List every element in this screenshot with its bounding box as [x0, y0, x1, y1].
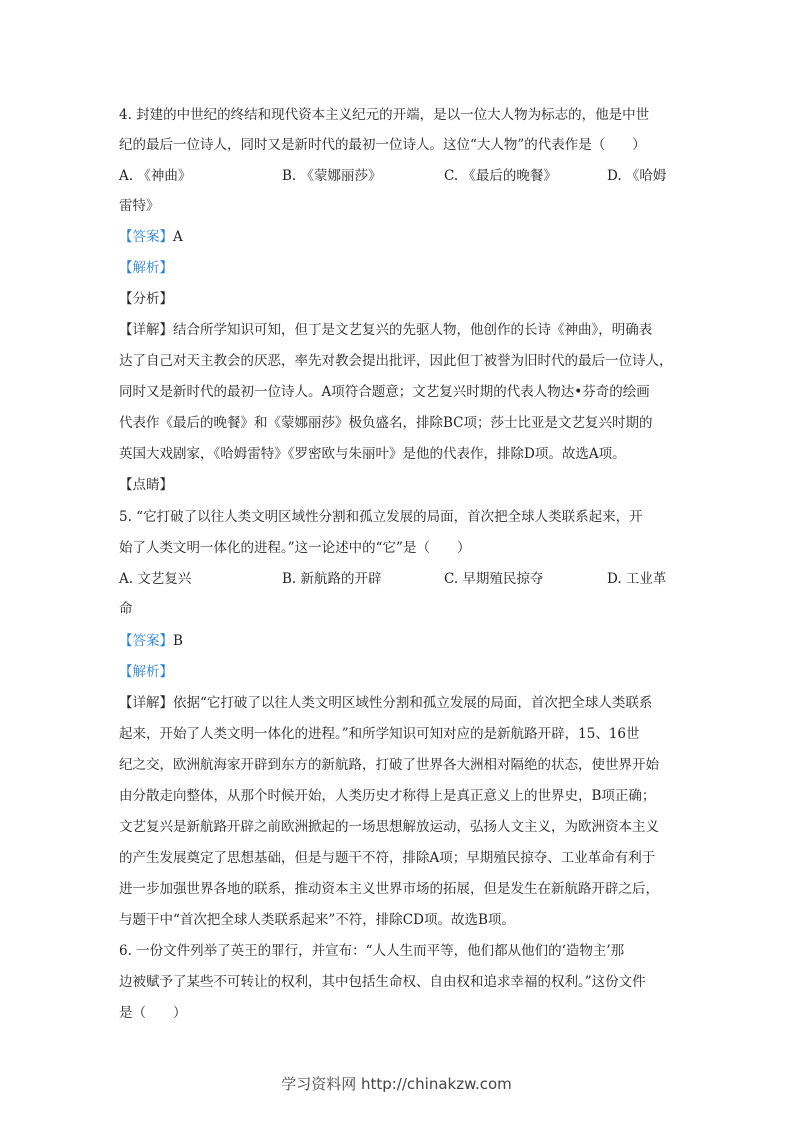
q6-stem-line-1: 6. 一份文件列举了英王的罪行，并宣布：“人人生而平等，他们都从他们的‘造物主’那 — [119, 943, 625, 959]
q4-detail-line-3: 同时又是新时代的最初一位诗人。A项符合题意；文艺复兴时期的代表人物达•芬奇的绘画 — [119, 384, 650, 400]
q4-analysis-tag: 【解析】 — [119, 260, 173, 276]
answer-tag: 【答案】 — [119, 633, 173, 649]
q5-option-d: D. 工业革 — [607, 571, 667, 587]
q4-detail-line-4: 代表作《最后的晚餐》和《蒙娜丽莎》极负盛名，排除BC项；莎士比亚是文艺复兴时期的 — [119, 415, 653, 431]
q4-stem-line-2: 纪的最后一位诗人，同时又是新时代的最初一位诗人。这位“大人物”的代表作是（ ） — [119, 137, 646, 153]
q5-detail-line-6: 的产生发展奠定了思想基础，但是与题干不符，排除A项；早期殖民掠夺、工业革命有利于 — [119, 850, 656, 866]
q4-stem-line-1: 4. 封建的中世纪的终结和现代资本主义纪元的开端，是以一位大人物为标志的，他是中世 — [119, 107, 650, 123]
q6-stem-line-3: 是（ ） — [119, 1005, 187, 1021]
q5-analysis-tag: 【解析】 — [119, 664, 173, 680]
q4-option-d-wrap: 雷特》 — [119, 198, 160, 214]
q4-option-c: C. 《最后的晚餐》 — [444, 168, 557, 184]
q5-options — [119, 569, 679, 589]
q5-option-a: A. 文艺复兴 — [119, 571, 192, 587]
q4-options — [119, 166, 679, 186]
footer-watermark: 学习资料网 http://chinakzw.com — [281, 1075, 512, 1093]
q5-detail-line-8: 与题干中“首次把全球人类联系起来”不符，排除CD项。故选B项。 — [119, 912, 515, 928]
q4-answer — [119, 227, 183, 247]
q4-option-b: B. 《蒙娜丽莎》 — [282, 168, 382, 184]
q4-detail-line-1: 【详解】结合所学知识可知，但丁是文艺复兴的先驱人物，他创作的长诗《神曲》，明确表 — [119, 322, 653, 338]
q5-stem-line-1: 5. “它打破了以往人类文明区域性分割和孤立发展的局面，首次把全球人类联系起来，开 — [119, 509, 643, 525]
q4-option-a: A. 《神曲》 — [119, 168, 192, 184]
q5-option-d-wrap: 命 — [119, 601, 133, 617]
q5-detail-line-2: 起来，开始了人类文明一体化的进程。”和所学知识可知对应的是新航路开辟，15、16世 — [119, 726, 640, 742]
q5-stem-line-2: 始了人类文明一体化的进程。”这一论述中的“它”是（ ） — [119, 540, 471, 556]
q5-detail-line-1: 【详解】依据“它打破了以往人类文明区域性分割和孤立发展的局面，首次把全球人类联系 — [119, 695, 653, 711]
q5-detail-line-5: 文艺复兴是新航路开辟之前欧洲掀起的一场思想解放运动，弘扬人文主义，为欧洲资本主义 — [119, 819, 659, 835]
q4-answer-value: A — [173, 229, 183, 245]
q5-detail-line-7: 进一步加强世界各地的联系，推动资本主义世界市场的拓展，但是发生在新航路开辟之后， — [119, 881, 659, 897]
q5-answer — [119, 631, 183, 651]
detail-tag: 【详解】 — [119, 322, 173, 338]
q5-answer-value: B — [173, 633, 183, 649]
q4-option-d: D. 《哈姆 — [607, 168, 667, 184]
q5-detail-line-4: 由分散走向整体，从那个时候开始，人类历史才称得上是真正意义上的世界史，B项正确； — [119, 788, 656, 804]
q4-detail-line-5: 英国大戏剧家，《哈姆雷特》《罗密欧与朱丽叶》是他的代表作，排除D项。故选A项。 — [119, 446, 626, 462]
q5-option-c: C. 早期殖民掠夺 — [444, 571, 544, 587]
q4-fenxi-tag: 【分析】 — [119, 291, 173, 307]
q4-detail-line-2: 达了自己对天主教会的厌恶，率先对教会提出批评，因此但丁被誉为旧时代的最后一位诗人， — [119, 353, 673, 369]
q5-option-b: B. 新航路的开辟 — [282, 571, 382, 587]
q4-dianjing-tag: 【点睛】 — [119, 477, 173, 493]
answer-tag: 【答案】 — [119, 229, 173, 245]
q6-stem-line-2: 边被赋予了某些不可转让的权利，其中包括生命权、自由权和追求幸福的权利。”这份文件 — [119, 974, 646, 990]
detail-tag: 【详解】 — [119, 695, 173, 711]
q5-detail-line-3: 纪之交，欧洲航海家开辟到东方的新航路，打破了世界各大洲相对隔绝的状态，使世界开始 — [119, 757, 659, 773]
